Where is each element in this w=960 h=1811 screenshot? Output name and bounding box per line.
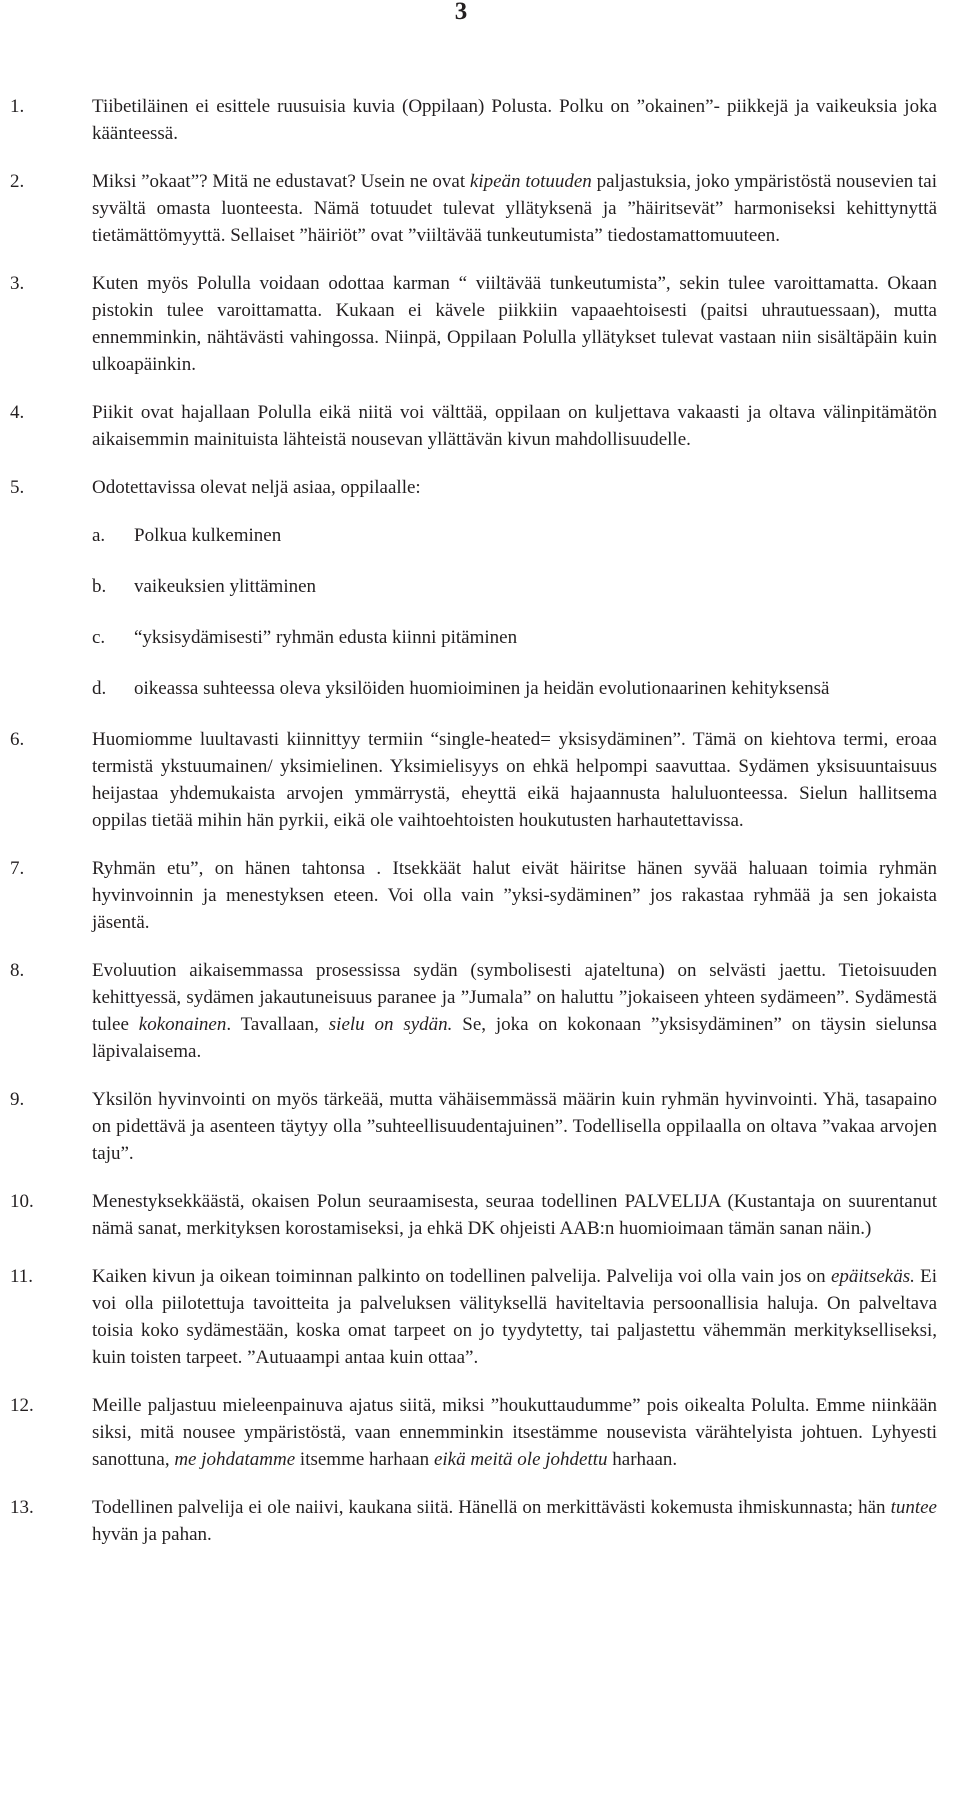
item-number: 4. bbox=[10, 402, 25, 423]
text-run: Miksi ”okaat”? Mitä ne edustavat? Usein ne ovat bbox=[92, 171, 470, 192]
italic-text: sielu on sydän. bbox=[328, 1014, 453, 1035]
item-text bbox=[92, 1392, 937, 1473]
italic-text: kipeän totuuden bbox=[469, 171, 592, 192]
sub-list-item bbox=[10, 624, 940, 651]
item-text bbox=[92, 270, 937, 378]
text-run: “yksisydämisesti” ryhmän edusta kiinni pitäminen bbox=[134, 627, 518, 648]
list-item bbox=[10, 1086, 940, 1167]
item-number: 7. bbox=[10, 858, 25, 879]
list-item bbox=[10, 855, 940, 936]
item-number: 6. bbox=[10, 729, 25, 750]
item-text bbox=[134, 624, 937, 651]
italic-text: kokonainen bbox=[138, 1014, 227, 1035]
item-text bbox=[92, 93, 937, 147]
item-number: 2. bbox=[10, 171, 25, 192]
italic-text: eikä meitä ole johdettu bbox=[433, 1449, 608, 1470]
item-text bbox=[92, 1086, 937, 1167]
list-item bbox=[10, 270, 940, 378]
item-number: c. bbox=[92, 627, 106, 648]
item-number: 13. bbox=[10, 1497, 34, 1518]
item-text bbox=[92, 474, 937, 501]
item-number: d. bbox=[92, 678, 107, 699]
item-number: 1. bbox=[10, 96, 25, 117]
text-run: . Tavallaan, bbox=[226, 1014, 329, 1035]
item-text bbox=[92, 1494, 937, 1548]
text-run: Piikit ovat hajallaan Polulla eikä niitä voi välttää, oppilaan on kuljettava vakaasti ja oltava välinpitämätön aikaisemmin mainituista lähteistä nousevan yllättävän kivun mahdollisuudelle. bbox=[92, 402, 937, 450]
sub-list-item bbox=[10, 522, 940, 549]
item-number: 12. bbox=[10, 1395, 34, 1416]
item-text bbox=[92, 1188, 937, 1242]
list-item bbox=[10, 93, 940, 147]
text-run: Polkua kulkeminen bbox=[134, 525, 282, 546]
text-run: Kaiken kivun ja oikean toiminnan palkinto on todellinen palvelija. Palvelija voi olla vain jos on bbox=[92, 1266, 831, 1287]
item-text bbox=[92, 1263, 937, 1371]
text-run: Todellinen palvelija ei ole naiivi, kaukana siitä. Hänellä on merkittävästi kokemusta ihmiskunnasta; hän bbox=[92, 1497, 891, 1518]
text-run: Tiibetiläinen ei esittele ruusuisia kuvia (Oppilaan) Polusta. Polku on ”okainen”- piikkejä ja vaikeuksia joka käänteessä. bbox=[92, 96, 937, 144]
item-text bbox=[134, 522, 937, 549]
item-text bbox=[92, 957, 937, 1065]
item-number: 9. bbox=[10, 1089, 25, 1110]
item-text bbox=[134, 675, 937, 702]
text-run: vaikeuksien ylittäminen bbox=[134, 576, 317, 597]
item-number: 3. bbox=[10, 273, 25, 294]
text-run: Meille paljastuu mieleenpainuva ajatus siitä, miksi ”houkuttaudumme” pois oikealta Polulta. Emme niinkään siksi, mitä nousee ympäristöstä, vaan ennemminkin itsestämme nousevista värähtelyista johtuen. Lyhyesti sanottuna, bbox=[92, 1395, 937, 1470]
italic-text: epäitsekäs. bbox=[830, 1266, 915, 1287]
text-run: Ryhmän etu”, on hänen tahtonsa . Itsekkäät halut eivät häiritse hänen syvää haluaan toimia ryhmän hyvinvoinnin ja menestyksen eteen. Voi olla vain ”yksi-sydäminen” jos rakastaa ryhmää ja sen jokaista jäsentä. bbox=[92, 858, 937, 933]
text-run: Ei voi olla piilotettuja tavoitteita ja palveluksen välityksellä haviteltavia persoonallisia haluja. On palveltava toisia koko sydämestään, koska omat tarpeet on jo tyydytetty, tai paljastettu vähemmän merkitykselliseksi, kuin toisten tarpeet. ”Autuaampi antaa kuin ottaa”. bbox=[92, 1266, 937, 1368]
text-run: paljastuksia, joko ympäristöstä nousevien tai syvältä omasta luonteesta. Nämä totuudet tulevat yllätyksenä ja ”häiritsevät” harmoniseksi kehittynyttä tietämättömyyttä. Sellaiset ”häiriöt” ovat ”viiltävää tunkeutumista” tiedostamattomuuteen. bbox=[92, 171, 938, 246]
sub-list-item bbox=[10, 573, 940, 600]
text-run: harhaan. bbox=[607, 1449, 678, 1470]
list-item bbox=[10, 168, 940, 249]
list-item bbox=[10, 1188, 940, 1242]
text-run: Se, joka on kokonaan ”yksisydäminen” on täysin sielunsa läpivalaisema. bbox=[92, 1014, 937, 1062]
list-item bbox=[10, 474, 940, 501]
item-text bbox=[92, 168, 937, 249]
list-item bbox=[10, 1494, 940, 1548]
sub-list-item bbox=[10, 675, 940, 702]
text-run: Kuten myös Polulla voidaan odottaa karman “ viiltävää tunkeutumista”, sekin tulee varoittamatta. Okaan pistokin tulee varoittamatta. Kukaan ei kävele piikkiin vapaaehtoisesti (paitsi uhrautuessaan), mutta ennemminkin, nähtävästi vahingossa. Niinpä, Oppilaan Polulla yllätykset tulevat vastaan niin sisältäpäin kuin ulkoapäinkin. bbox=[92, 273, 937, 375]
italic-text: me johdatamme bbox=[174, 1449, 296, 1470]
text-run: oikeassa suhteessa oleva yksilöiden huomioiminen ja heidän evolutionaarinen kehityksensä bbox=[134, 678, 830, 699]
item-text bbox=[134, 573, 937, 600]
text-run: Odotettavissa olevat neljä asiaa, oppilaalle: bbox=[92, 477, 421, 498]
list-item bbox=[10, 399, 940, 453]
item-number: b. bbox=[92, 576, 107, 597]
text-run: Menestyksekkäästä, okaisen Polun seuraamisesta, seuraa todellinen PALVELIJA (Kustantaja on suurentanut nämä sanat, merkityksen korostamiseksi, ja ehkä DK ohjeisti AAB:n huomioimaan tämän sanan näin.) bbox=[92, 1191, 937, 1239]
item-text bbox=[92, 399, 937, 453]
item-number: a. bbox=[92, 525, 106, 546]
list-item bbox=[10, 957, 940, 1065]
text-run: Evoluution aikaisemmassa prosessissa sydän (symbolisesti ajateltuna) on selvästi jaettu. Tietoisuuden kehittyessä, sydämen jakautuneisuus paranee ja ”Jumala” on haluttu ”jokaiseen yhteen sydämeen”. Sydämestä tulee bbox=[92, 960, 937, 1035]
list-item bbox=[10, 1392, 940, 1473]
list-item bbox=[10, 1263, 940, 1371]
text-run: Huomiomme luultavasti kiinnittyy termiin “single-heated= yksisydäminen”. Tämä on kiehtova termi, eroaa termistä ykstuumainen/ yksimielinen. Yksimielisyys on ehkä helpompi saavuttaa. Sydämen yksisuuntaisuus heijastaa yhdemukaista arvojen ymmärrystä, eheyttä eikä hajaannusta haluluonteessa. Sielun hallitsema oppilas tietää mihin hän pyrkii, eikä ole vaihtoehtoisten houkutusten harhautettavissa. bbox=[92, 729, 937, 831]
page-number: 3 bbox=[454, 0, 468, 25]
text-run: itsemme harhaan bbox=[295, 1449, 434, 1470]
item-number: 5. bbox=[10, 477, 25, 498]
numbered-list bbox=[10, 93, 940, 1569]
item-number: 11. bbox=[10, 1266, 34, 1287]
italic-text: tuntee bbox=[890, 1497, 937, 1518]
item-number: 8. bbox=[10, 960, 25, 981]
text-run: hyvän ja pahan. bbox=[92, 1524, 212, 1545]
text-run: Yksilön hyvinvointi on myös tärkeää, mutta vähäisemmässä määrin kuin ryhmän hyvinvointi. Yhä, tasapaino on pidettävä ja asenteen täytyy olla ”suhteellisuudentajuinen”. Todellisella oppilaalla on oltava ”vakaa arvojen taju”. bbox=[92, 1089, 937, 1164]
list-item bbox=[10, 726, 940, 834]
item-text bbox=[92, 726, 937, 834]
item-text bbox=[92, 855, 937, 936]
item-number: 10. bbox=[10, 1191, 34, 1212]
